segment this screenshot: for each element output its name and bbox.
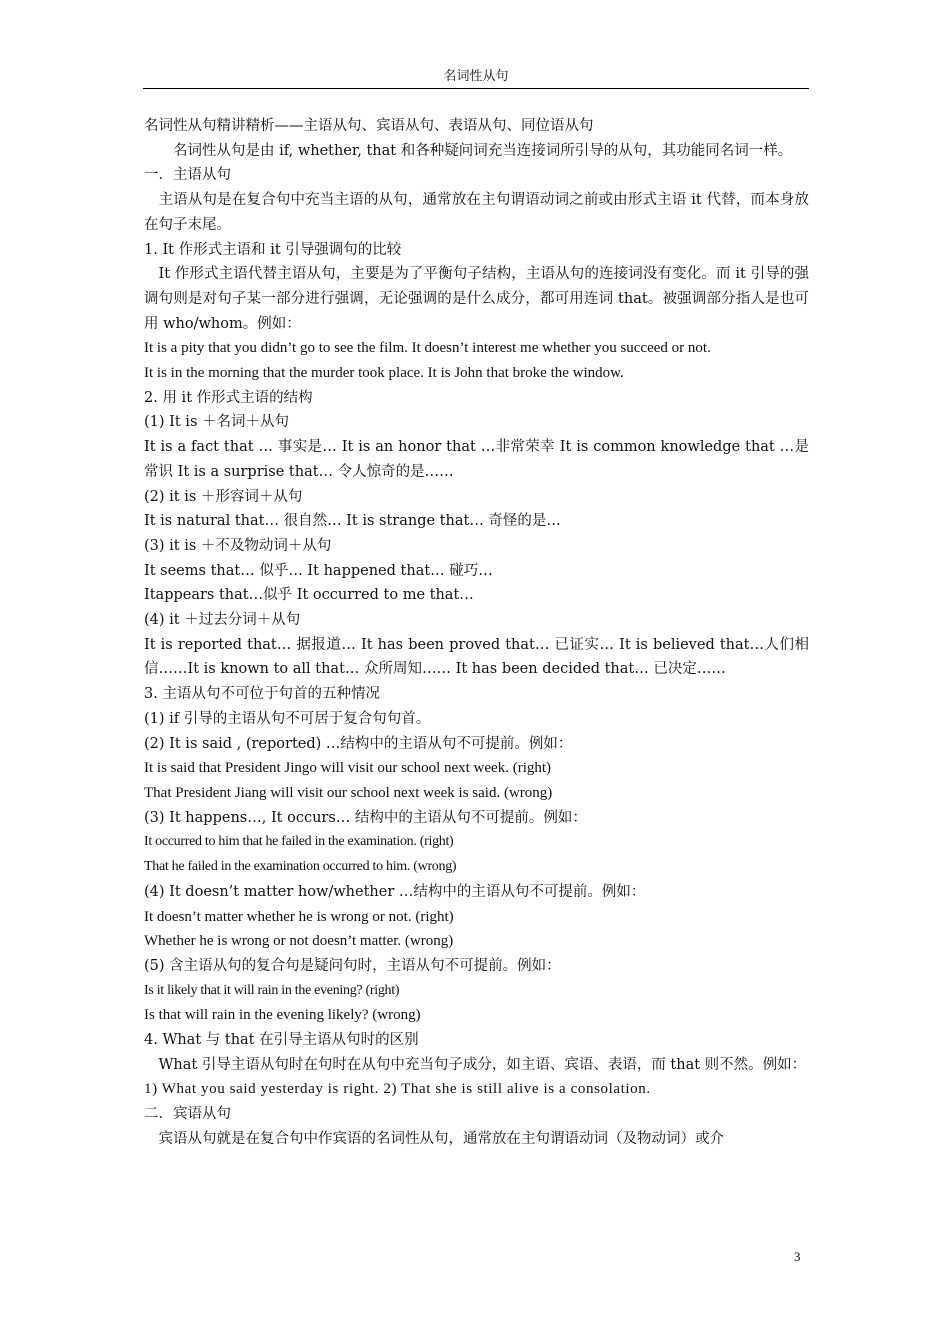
example-line: Is that will rain in the evening likely? (wrong) (144, 1007, 421, 1024)
subheading-five-cases: 3. 主语从句不可位于句首的五种情况 (144, 686, 380, 703)
running-header: 名词性从句 (143, 66, 809, 89)
example-line: Is it likely that it will rain in the evening? (right) (144, 982, 400, 998)
intro-paragraph: 名词性从句是由 if, whether, that 和各种疑问词充当连接词所引导的从句，其功能同名词一样。 (173, 142, 793, 159)
structure-heading: (1) It is ＋名词＋从句 (144, 414, 289, 431)
subheading-what-vs-that: 4. What 与 that 在引导主语从句时的区别 (144, 1032, 419, 1049)
structure-examples: It is natural that… 很自然… It is strange that… 奇怪的是… (144, 513, 561, 530)
section-heading-subject-clause: 一．主语从句 (144, 167, 231, 184)
subheading-it-comparison: 1. It 作形式主语和 it 引导强调句的比较 (144, 241, 402, 258)
structure-examples: It seems that… 似乎… It happened that… 碰巧… (144, 562, 493, 579)
example-line: It doesn’t matter whether he is wrong or not. (right) (144, 908, 454, 925)
it-comparison-paragraph: It 作形式主语代替主语从句，主要是为了平衡句子结构，主语从句的连接词没有变化。而 it 引导的强调句则是对句子某一部分进行强调，无论强调的是什么成分，都可用连词 that。被强调部分指人是也可用 who/whom。例如： (144, 266, 809, 332)
structure-examples: It is reported that… 据报道… It has been proved that… 已证实… It is believed that…人们相信……It is known to all that… 众所周知…… It has been decided that… 已决定…… (144, 636, 809, 678)
case-item: (2) It is said , (reported) …结构中的主语从句不可提前。例如： (144, 735, 573, 752)
structure-heading: (2) it is ＋形容词＋从句 (144, 488, 303, 505)
subject-clause-definition: 主语从句是在复合句中充当主语的从句，通常放在主句谓语动词之前或由形式主语 it 代替，而本身放在句子末尾。 (144, 192, 809, 233)
page-number: 3 (794, 1249, 801, 1264)
case-item: (4) It doesn’t matter how/whether …结构中的主语从句不可提前。例如： (144, 883, 646, 900)
case-item: (3) It happens…, It occurs… 结构中的主语从句不可提前。例如： (144, 809, 587, 826)
section-heading-object-clause: 二．宾语从句 (144, 1106, 231, 1123)
example-line: It occurred to him that he failed in the examination. (right) (144, 834, 454, 850)
example-line: It is said that President Jingo will visit our school next week. (right) (144, 760, 552, 777)
structure-examples: Itappears that…似乎 It occurred to me that… (144, 587, 474, 604)
example-line: That he failed in the examination occurred to him. (wrong) (144, 859, 457, 875)
example-line: 1) What you said yesterday is right. 2) That she is still alive is a consolation. (144, 1081, 651, 1098)
case-item: (5) 含主语从句的复合句是疑问句时，主语从句不可提前。例如： (144, 957, 561, 974)
example-line: Whether he is wrong or not doesn’t matter. (wrong) (144, 933, 454, 950)
example-line: That President Jiang will visit our school next week is said. (wrong) (144, 784, 553, 801)
example-line: It is a pity that you didn’t go to see the film. It doesn’t interest me whether you succeed or not. (144, 340, 711, 357)
structure-heading: (4) it ＋过去分词＋从句 (144, 612, 301, 629)
article-title: 名词性从句精讲精析——主语从句、宾语从句、表语从句、同位语从句 (144, 118, 594, 134)
object-clause-definition: 宾语从句就是在复合句中作宾语的名词性从句，通常放在主句谓语动词（及物动词）或介 (158, 1130, 724, 1147)
subheading-it-structures: 2. 用 it 作形式主语的结构 (144, 389, 313, 406)
structure-heading: (3) it is ＋不及物动词＋从句 (144, 537, 332, 554)
case-item: (1) if 引导的主语从句不可居于复合句句首。 (144, 710, 431, 727)
what-vs-that-paragraph: What 引导主语从句时在句时在从句中充当句子成分，如主语、宾语、表语，而 that 则不然。例如： (158, 1056, 807, 1073)
document-body (144, 114, 809, 1152)
example-line: It is in the morning that the murder took place. It is John that broke the window. (144, 365, 624, 382)
structure-examples: It is a fact that … 事实是… It is an honor that …非常荣幸 It is common knowledge that …是常识 It is a surprise that… 令人惊奇的是…… (144, 439, 809, 480)
